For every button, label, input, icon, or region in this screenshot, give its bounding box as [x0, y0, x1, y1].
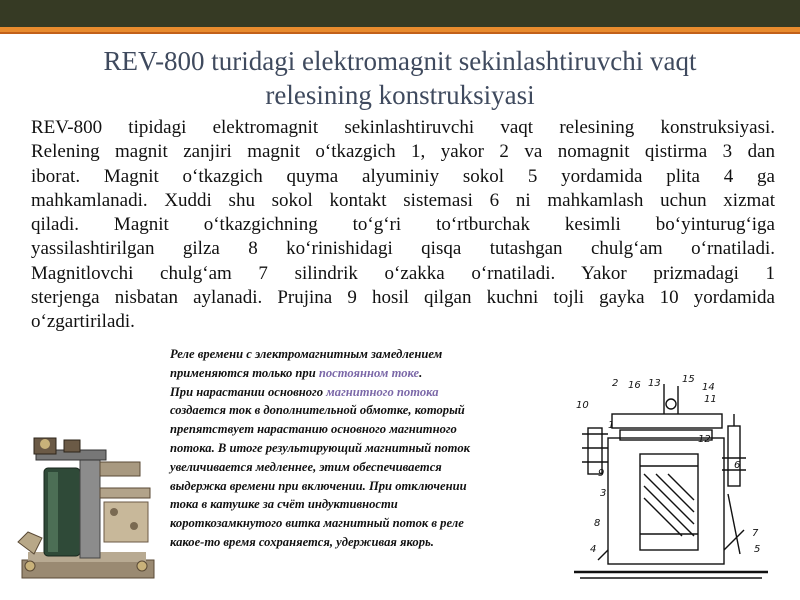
label-6: 6: [734, 460, 741, 471]
paragraph-line: yassilashtirilgan gilza 8 ko‘rinishidagi qisqa tutashgan chulg‘am o‘rnatiladi.: [31, 238, 775, 260]
label-15: 15: [682, 374, 695, 385]
paragraph-line: Magnitlovchi chulg‘am 7 silindrik o‘zakka o‘rnatiladi. Yakor prizmadagi 1: [31, 262, 775, 284]
note-text: .: [419, 365, 423, 380]
accent-line-shadow: [0, 32, 800, 34]
note-text: применяются только при: [170, 365, 319, 380]
label-5: 5: [754, 544, 761, 555]
label-8: 8: [594, 518, 601, 529]
title-line-2: relesining konstruksiyasi: [265, 80, 535, 110]
label-14: 14: [702, 382, 715, 393]
paragraph-line: Relening magnit zanjiri magnit o‘tkazgich 1, yakor 2 va nomagnit qistirma 3 dan: [31, 141, 775, 163]
note-line: [170, 364, 542, 383]
note-line: короткозамкнутого витка магнитный поток в реле: [170, 516, 464, 531]
title-line-1: REV-800 turidagi elektromagnit sekinlashtiruvchi vaqt: [103, 46, 697, 76]
label-10: 10: [576, 400, 589, 411]
label-11: 11: [704, 394, 717, 405]
note-text: При нарастании основного: [170, 384, 327, 399]
label-7: 7: [752, 528, 759, 539]
note-line: потока. В итоге результирующий магнитный поток: [170, 440, 470, 455]
paragraph-line: o‘zgartiriladi.: [31, 311, 135, 333]
label-3: 3: [600, 488, 607, 499]
label-13: 13: [648, 378, 661, 389]
relay-drawing: [568, 374, 774, 590]
paragraph-line: sterjenga nisbatan aylanadi. Prujina 9 hosil qilgan kuchni tojli gayka 10 yordamida: [31, 287, 775, 309]
note-highlight: магнитного потока: [326, 384, 439, 399]
label-16: 16: [628, 380, 641, 391]
paragraph-line: REV-800 tipidagi elektromagnit sekinlashtiruvchi vaqt relesining konstruksiyasi.: [31, 117, 775, 138]
russian-note: [170, 345, 542, 552]
paragraph-line: iborat. Magnit o‘tkazgich quyma alyuminiy sokol 5 yordamida plita 4 ga: [31, 165, 775, 187]
slide-title: [20, 44, 780, 112]
note-line: тока в катушке за счёт индуктивности: [170, 497, 398, 512]
body-paragraph: [31, 116, 775, 335]
note-line: Реле времени с электромагнитным замедлением: [170, 347, 443, 361]
label-12: 12: [698, 434, 711, 445]
label-2: 2: [612, 378, 619, 389]
note-line: создается ток в дополнительной обмотке, который: [170, 403, 465, 418]
note-line: препятствует нарастанию основного магнитного: [170, 422, 457, 437]
note-line: какое-то время сохраняется, удерживая якорь.: [170, 534, 434, 549]
paragraph-line: mahkamlanadi. Xuddi shu sokol kontakt sistemasi 6 ni mahkamlash uchun xizmat: [31, 189, 775, 211]
note-highlight: постоянном токе: [318, 365, 420, 380]
label-1: 1: [608, 420, 615, 431]
note-line: выдержка времени при включении. При отключении: [170, 478, 467, 493]
relay-photo: [14, 432, 162, 592]
label-9: 9: [598, 468, 605, 479]
note-line: [170, 383, 542, 402]
top-decor-bar: [0, 0, 800, 27]
paragraph-line: qiladi. Magnit o‘tkazgichning to‘g‘ri to‘rtburchak kesimli bo‘yinturug‘iga: [31, 214, 775, 236]
label-4: 4: [590, 544, 597, 555]
note-line: увеличивается медленнее, этим обеспечивается: [170, 459, 442, 474]
